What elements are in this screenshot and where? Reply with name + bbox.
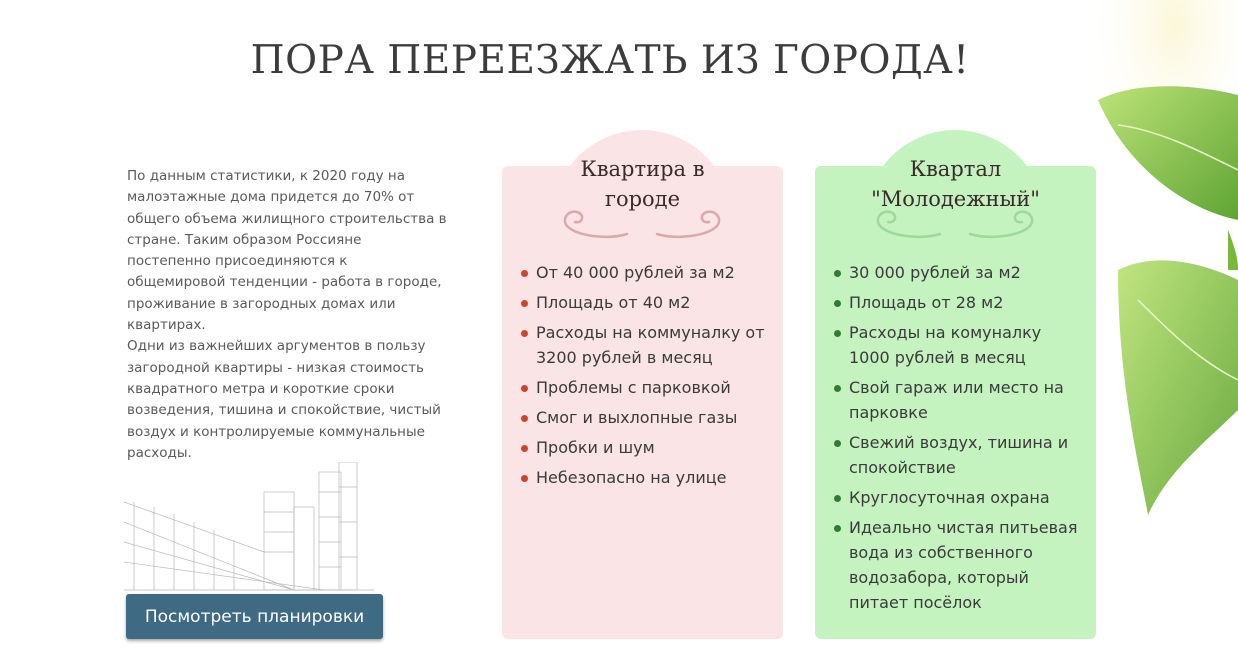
intro-text xyxy=(127,166,447,464)
list-item-text: Площадь от 40 м2 xyxy=(536,293,691,312)
view-plans-button[interactable]: Посмотреть планировки xyxy=(126,594,383,639)
buildings-sketch-icon xyxy=(124,462,374,592)
list-item-text: Небезопасно на улице xyxy=(536,468,727,487)
list-item xyxy=(518,290,773,315)
card-city-list xyxy=(518,260,773,495)
card-quarter-molodezhny xyxy=(815,157,1096,639)
list-item-text: Проблемы с парковкой xyxy=(536,378,731,397)
bullet-dot xyxy=(834,300,841,307)
list-item xyxy=(518,405,773,430)
card-city-apartment xyxy=(502,157,783,639)
list-item-text: От 40 000 рублей за м2 xyxy=(536,263,735,282)
card-quarter-title xyxy=(815,154,1096,214)
green-leaves-icon xyxy=(1078,0,1238,540)
bullet-dot xyxy=(521,475,528,482)
bullet-dot xyxy=(834,495,841,502)
intro-paragraph-1: По данным статистики, к 2020 году на малоэтажные дома придется до 70% от общего объема жилищного строительства в стране. Таким образом Россияне постепенно присоединяются к общемировой тенденции - работа в городе, проживание в загородных домах или квартирах. xyxy=(127,168,447,334)
list-item xyxy=(831,320,1086,370)
card-city-title xyxy=(502,154,783,214)
list-item xyxy=(518,320,773,370)
list-item-text: Расходы на комуналку 1000 рублей в месяц xyxy=(849,323,1042,367)
list-item xyxy=(831,290,1086,315)
list-item-text: Смог и выхлопные газы xyxy=(536,408,738,427)
list-item-text: Свежий воздух, тишина и спокойствие xyxy=(849,433,1069,477)
card-quarter-list xyxy=(831,260,1086,620)
card-title-line-2: городе xyxy=(604,187,681,211)
list-item-text: Идеально чистая питьевая вода из собственного водозабора, который питает посёлок xyxy=(849,518,1078,612)
card-title-line-1: Квартал xyxy=(909,157,1002,181)
list-item xyxy=(518,260,773,285)
card-title-line-2: "Молодежный" xyxy=(871,187,1040,211)
bullet-dot xyxy=(834,440,841,447)
list-item-text: Пробки и шум xyxy=(536,438,655,457)
bullet-dot xyxy=(521,300,528,307)
bullet-dot xyxy=(521,385,528,392)
swirl-ornament-icon xyxy=(870,206,1040,240)
card-title-line-1: Квартира в xyxy=(580,157,705,181)
list-item-text: Свой гараж или место на парковке xyxy=(849,378,1064,422)
bullet-dot xyxy=(521,415,528,422)
bullet-dot xyxy=(834,385,841,392)
bullet-dot xyxy=(521,270,528,277)
page-title: ПОРА ПЕРЕЕЗЖАТЬ ИЗ ГОРОДА! xyxy=(250,38,970,83)
bullet-dot xyxy=(834,525,841,532)
list-item xyxy=(831,430,1086,480)
list-item-text: Круглосуточная охрана xyxy=(849,488,1050,507)
list-item xyxy=(831,260,1086,285)
list-item xyxy=(518,435,773,460)
list-item xyxy=(518,465,773,490)
bullet-dot xyxy=(834,330,841,337)
list-item xyxy=(518,375,773,400)
list-item xyxy=(831,485,1086,510)
swirl-ornament-icon xyxy=(557,206,727,240)
list-item-text: 30 000 рублей за м2 xyxy=(849,263,1021,282)
intro-paragraph-2: Одни из важнейших аргументов в пользу загородной квартиры - низкая стоимость квадратного метра и короткие сроки возведения, тишина и спокойствие, чистый воздух и контролируемые коммунальные расходы. xyxy=(127,338,441,461)
bullet-dot xyxy=(834,270,841,277)
list-item xyxy=(831,515,1086,615)
list-item-text: Площадь от 28 м2 xyxy=(849,293,1004,312)
list-item xyxy=(831,375,1086,425)
bullet-dot xyxy=(521,330,528,337)
list-item-text: Расходы на коммуналку от 3200 рублей в месяц xyxy=(536,323,765,367)
bullet-dot xyxy=(521,445,528,452)
